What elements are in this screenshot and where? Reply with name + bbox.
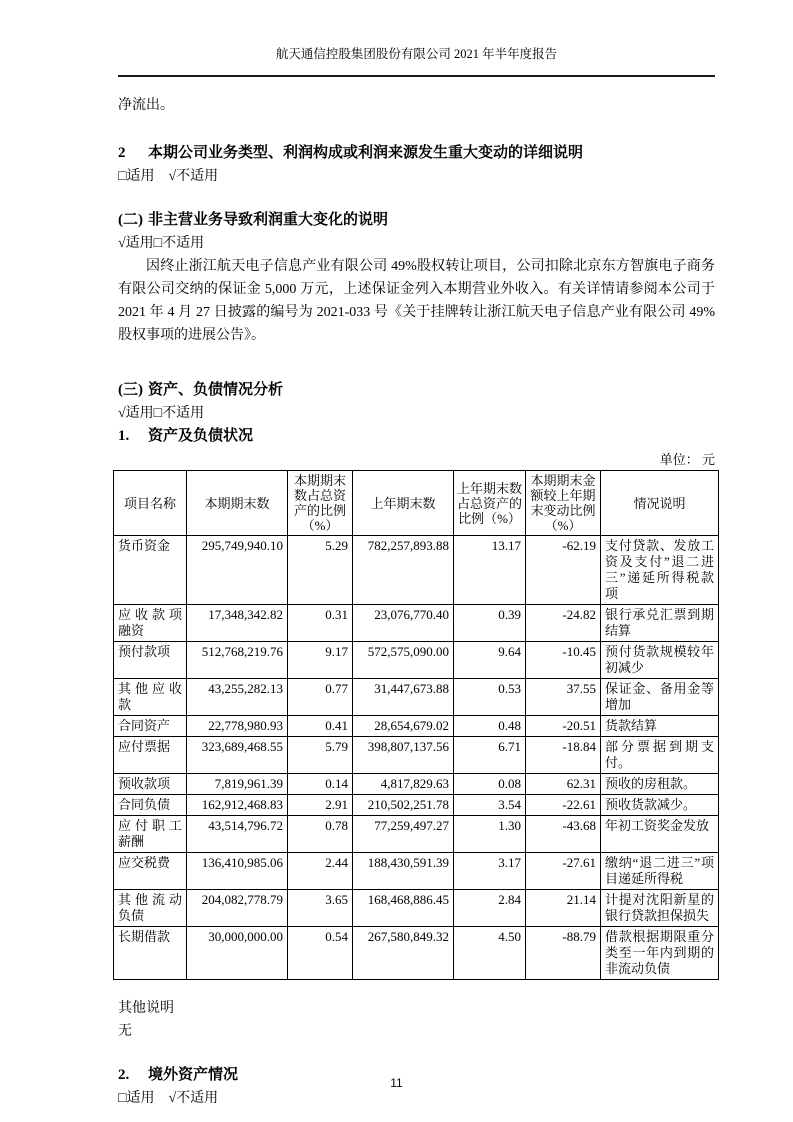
cell-change-ratio: 37.55	[526, 679, 601, 716]
cell-current-amount: 43,514,796.72	[187, 816, 288, 853]
table-row	[114, 679, 719, 716]
cell-prior-amount: 210,502,251.78	[353, 795, 454, 816]
cell-item-name: 其他流动负债	[114, 890, 187, 927]
cell-prior-amount: 782,257,893.88	[353, 536, 454, 605]
section-ii-title: 非主营业务导致利润重大变化的说明	[148, 212, 389, 228]
document-header	[118, 46, 715, 77]
cell-prior-amount: 572,575,090.00	[353, 642, 454, 679]
table-row	[114, 716, 719, 737]
cell-current-ratio: 2.44	[288, 853, 353, 890]
section-iii-heading	[118, 379, 715, 402]
cell-current-ratio: 0.14	[288, 774, 353, 795]
cell-prior-ratio: 0.53	[454, 679, 526, 716]
header-change-ratio: 本期期末金额较上年期末变动比例（%）	[526, 471, 601, 536]
section-iii-applicability: √适用□不适用	[118, 406, 205, 421]
subsection-1-number: 1.	[118, 428, 130, 444]
section-2-title: 本期公司业务类型、利润构成或利润来源发生重大变动的详细说明	[148, 145, 584, 161]
report-title: 航天通信控股集团股份有限公司 2021 年半年度报告	[275, 47, 558, 61]
header-current-ratio: 本期期末数占总资产的比例（%）	[288, 471, 353, 536]
cell-change-ratio: 21.14	[526, 890, 601, 927]
header-prior-amount: 上年期末数	[353, 471, 454, 536]
subsection-1-title: 资产及负债状况	[148, 428, 254, 444]
cell-note: 部分票据到期支付。	[601, 737, 719, 774]
intro-text: 净流出。	[118, 98, 174, 113]
cell-prior-amount: 77,259,497.27	[353, 816, 454, 853]
cell-prior-ratio: 13.17	[454, 536, 526, 605]
table-row	[114, 605, 719, 642]
table-header	[114, 471, 719, 536]
page-number: 11	[390, 1076, 403, 1090]
assets-liabilities-table	[113, 470, 719, 980]
cell-change-ratio: -22.61	[526, 795, 601, 816]
cell-item-name: 货币资金	[114, 536, 187, 605]
cell-item-name: 合同资产	[114, 716, 187, 737]
table-row	[114, 816, 719, 853]
cell-change-ratio: -24.82	[526, 605, 601, 642]
cell-change-ratio: 62.31	[526, 774, 601, 795]
section-2-number: 2	[118, 145, 126, 161]
cell-current-amount: 43,255,282.13	[187, 679, 288, 716]
cell-change-ratio: -27.61	[526, 853, 601, 890]
header-prior-ratio: 上年期末数占总资产的比例（%）	[454, 471, 526, 536]
cell-change-ratio: -43.68	[526, 816, 601, 853]
section-ii-paragraph: 因终止浙江航天电子信息产业有限公司 49%股权转让项目，公司扣除北京东方智旗电子商务有限公司交纳的保证金 5,000 万元，上述保证金列入本期营业外收入。有关详情请参阅本公司于 2021 年 4 月 27 日披露的编号为 2021-033 号《关于挂牌转让浙江航天电子信息产业有限公司 49%股权事项的进展公告》。	[118, 259, 715, 343]
cell-note: 支付贷款、发放工资及支付”退二进三”递延所得税款项	[601, 536, 719, 605]
cell-note: 银行承兑汇票到期结算	[601, 605, 719, 642]
cell-note: 预收货款减少。	[601, 795, 719, 816]
page-content	[0, 46, 793, 1110]
cell-prior-amount: 188,430,591.39	[353, 853, 454, 890]
table-row	[114, 642, 719, 679]
cell-prior-amount: 28,654,679.02	[353, 716, 454, 737]
cell-item-name: 预付款项	[114, 642, 187, 679]
cell-prior-amount: 168,468,886.45	[353, 890, 454, 927]
subsection-2-number: 2.	[118, 1067, 130, 1083]
table-row	[114, 853, 719, 890]
section-2-heading	[118, 142, 715, 165]
cell-prior-amount: 267,580,849.32	[353, 927, 454, 980]
cell-current-ratio: 0.41	[288, 716, 353, 737]
header-current-amount: 本期期末数	[187, 471, 288, 536]
cell-prior-amount: 31,447,673.88	[353, 679, 454, 716]
cell-current-ratio: 0.31	[288, 605, 353, 642]
cell-note: 计提对沈阳新星的银行贷款担保损失	[601, 890, 719, 927]
cell-item-name: 其他应收款	[114, 679, 187, 716]
table-row	[114, 890, 719, 927]
cell-current-amount: 162,912,468.83	[187, 795, 288, 816]
cell-note: 借款根据期限重分类至一年内到期的非流动负债	[601, 927, 719, 980]
section-iii-title: 资产、负债情况分析	[148, 382, 284, 398]
table-row	[114, 737, 719, 774]
cell-prior-ratio: 6.71	[454, 737, 526, 774]
cell-current-amount: 323,689,468.55	[187, 737, 288, 774]
cell-prior-amount: 23,076,770.40	[353, 605, 454, 642]
cell-prior-amount: 398,807,137.56	[353, 737, 454, 774]
cell-change-ratio: -88.79	[526, 927, 601, 980]
cell-current-ratio: 2.91	[288, 795, 353, 816]
cell-prior-ratio: 0.39	[454, 605, 526, 642]
cell-current-amount: 30,000,000.00	[187, 927, 288, 980]
cell-note: 预付货款规模较年初减少	[601, 642, 719, 679]
cell-prior-ratio: 3.54	[454, 795, 526, 816]
other-note-label: 其他说明	[118, 1001, 174, 1016]
cell-prior-ratio: 1.30	[454, 816, 526, 853]
cell-current-amount: 22,778,980.93	[187, 716, 288, 737]
cell-prior-ratio: 9.64	[454, 642, 526, 679]
cell-current-amount: 7,819,961.39	[187, 774, 288, 795]
cell-item-name: 预收款项	[114, 774, 187, 795]
cell-current-ratio: 0.77	[288, 679, 353, 716]
cell-current-ratio: 0.54	[288, 927, 353, 980]
cell-note: 年初工资奖金发放	[601, 816, 719, 853]
section-ii-number: (二)	[118, 212, 143, 228]
cell-prior-ratio: 3.17	[454, 853, 526, 890]
cell-current-amount: 512,768,219.76	[187, 642, 288, 679]
cell-prior-ratio: 0.08	[454, 774, 526, 795]
cell-current-ratio: 0.78	[288, 816, 353, 853]
table-header-row	[114, 471, 719, 536]
cell-current-amount: 295,749,940.10	[187, 536, 288, 605]
cell-note: 保证金、备用金等增加	[601, 679, 719, 716]
table-body	[114, 536, 719, 980]
cell-item-name: 应交税费	[114, 853, 187, 890]
cell-prior-ratio: 4.50	[454, 927, 526, 980]
table-row	[114, 927, 719, 980]
header-note: 情况说明	[601, 471, 719, 536]
cell-current-ratio: 3.65	[288, 890, 353, 927]
table-row	[114, 536, 719, 605]
other-note-value: 无	[118, 1024, 132, 1039]
cell-current-ratio: 9.17	[288, 642, 353, 679]
cell-current-amount: 136,410,985.06	[187, 853, 288, 890]
cell-prior-ratio: 0.48	[454, 716, 526, 737]
cell-note: 货款结算	[601, 716, 719, 737]
cell-prior-amount: 4,817,829.63	[353, 774, 454, 795]
cell-current-amount: 204,082,778.79	[187, 890, 288, 927]
table-row	[114, 795, 719, 816]
unit-label: 单位： 元	[659, 452, 715, 467]
cell-item-name: 应付职工薪酬	[114, 816, 187, 853]
subsection-2-applicability: □适用 √不适用	[118, 1091, 219, 1106]
cell-change-ratio: -10.45	[526, 642, 601, 679]
cell-item-name: 长期借款	[114, 927, 187, 980]
cell-note: 预收的房租款。	[601, 774, 719, 795]
cell-change-ratio: -62.19	[526, 536, 601, 605]
cell-item-name: 应收款项融资	[114, 605, 187, 642]
cell-change-ratio: -18.84	[526, 737, 601, 774]
section-ii-heading	[118, 209, 715, 232]
cell-current-ratio: 5.29	[288, 536, 353, 605]
cell-prior-ratio: 2.84	[454, 890, 526, 927]
subsection-1-heading	[118, 425, 715, 448]
section-2-applicability: □适用 √不适用	[118, 169, 219, 184]
table-row	[114, 774, 719, 795]
section-ii-applicability: √适用□不适用	[118, 236, 205, 251]
cell-note: 缴纳“退二进三”项目递延所得税	[601, 853, 719, 890]
cell-current-amount: 17,348,342.82	[187, 605, 288, 642]
section-iii-number: (三)	[118, 382, 143, 398]
cell-current-ratio: 5.79	[288, 737, 353, 774]
subsection-2-title: 境外资产情况	[148, 1067, 239, 1083]
cell-item-name: 合同负债	[114, 795, 187, 816]
cell-change-ratio: -20.51	[526, 716, 601, 737]
cell-item-name: 应付票据	[114, 737, 187, 774]
header-item-name: 项目名称	[114, 471, 187, 536]
